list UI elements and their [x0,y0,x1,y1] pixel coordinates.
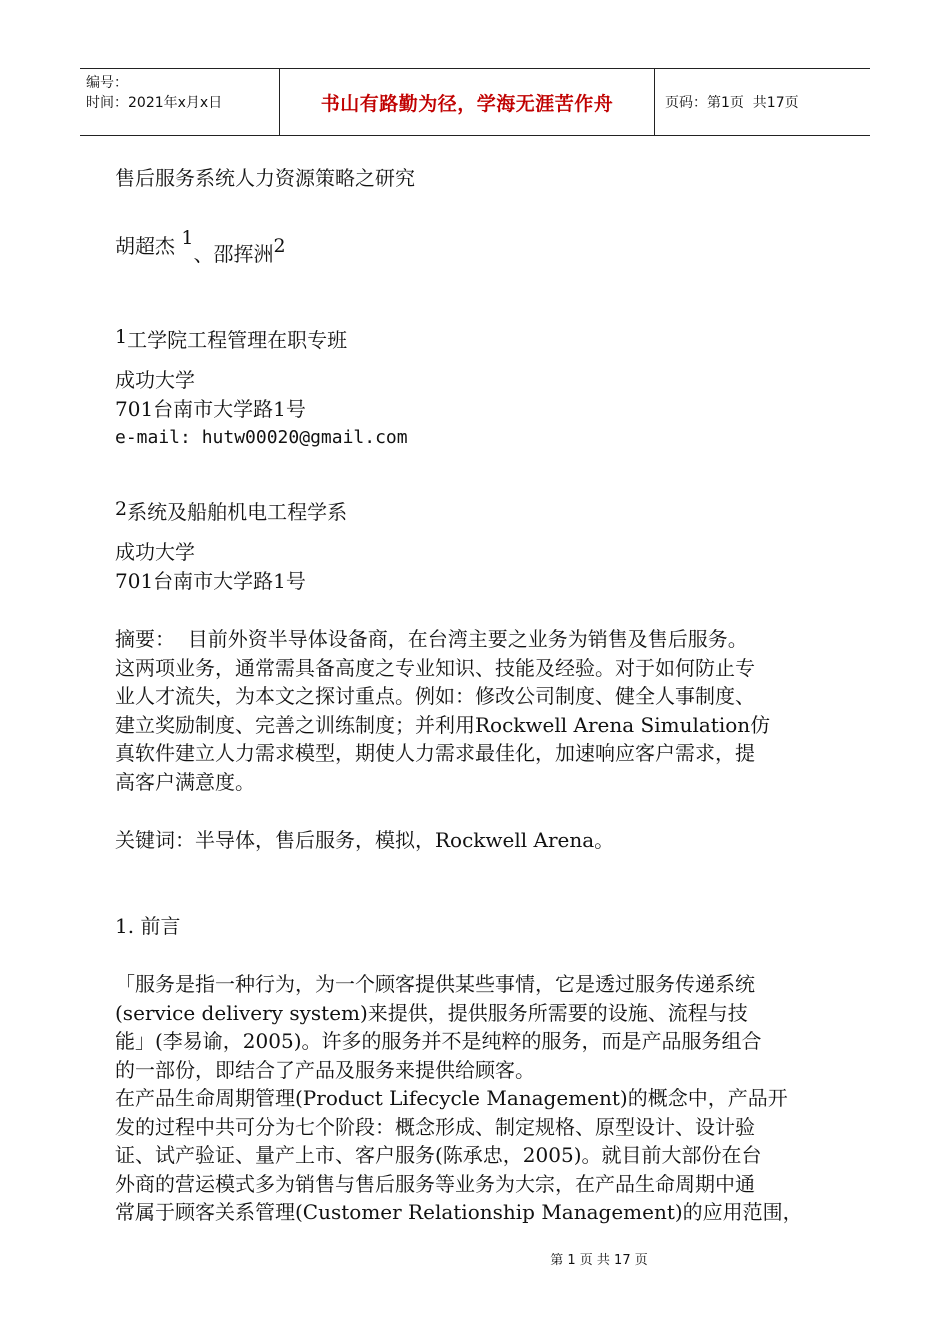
time-label: 时间：2021年x月x日 [86,95,223,111]
abstract-line: 这两项业务，通常需具备高度之专业知识、技能及经验。对于如何防止专 [115,655,755,680]
body-line: 发的过程中共可分为七个阶段：概念形成、制定规格、原型设计、设计验 [115,1114,755,1139]
affiliation-1-superscript: 1 [115,326,128,348]
abstract [115,625,835,796]
affiliation-2-address: 701台南市大学路1号 [115,569,306,593]
body-line: 证、试产验证、量产上市、客户服务(陈承忠，2005)。就目前大部份在台 [115,1143,762,1167]
author-separator: 、 [193,242,214,266]
header-meta-cell [80,69,280,135]
document-header [80,68,870,136]
header-motto: 书山有路勤为径，学海无涯苦作舟 [280,69,655,135]
affiliation-2-dept [115,498,347,527]
abstract-line: 高客户满意度。 [115,769,255,794]
paper-title: 售后服务系统人力资源策略之研究 [115,166,415,190]
body-line: 的一部份，即结合了产品及服务来提供给顾客。 [115,1057,535,1082]
author-1-superscript: 1 [181,227,194,249]
author-1: 胡超杰 [115,234,175,258]
body-line: (service delivery system)来提供，提供服务所需要的设施、流程与技 [115,1000,748,1025]
affiliation-2-university: 成功大学 [115,540,195,564]
header-page-info: 页码：第1页 共17页 [665,95,799,111]
affiliation-1-address: 701台南市大学路1号 [115,397,306,421]
abstract-line: 业人才流失，为本文之探讨重点。例如：修改公司制度、健全人事制度、 [115,684,755,708]
affiliation-1-email: e-mail: hutw00020@gmail.com [115,427,408,448]
footer-page-number: 第 1 页 共 17 页 [550,1253,648,1268]
abstract-line: 真软件建立人力需求模型，期使人力需求最佳化，加速响应客户需求，提 [115,741,755,765]
abstract-line: 建立奖励制度、完善之训练制度；并利用Rockwell Arena Simulation仿 [115,712,771,737]
affiliation-2-superscript: 2 [115,498,128,520]
author-2-superscript: 2 [273,235,286,257]
affiliation-1-university: 成功大学 [115,368,195,392]
abstract-line: 摘要： 目前外资半导体设备商，在台湾主要之业务为销售及售后服务。 [115,627,748,651]
body-text [115,970,835,1227]
author-2: 邵挥洲 [213,242,274,266]
keywords: 关键词：半导体，售后服务，模拟，Rockwell Arena。 [115,828,615,852]
affiliation-2-dept-text: 系统及船舶机电工程学系 [127,500,348,524]
body-line: 外商的营运模式多为销售与售后服务等业务为大宗，在产品生命周期中通 [115,1171,755,1196]
body-line: 能」(李易谕，2005)。许多的服务并不是纯粹的服务，而是产品服务组合 [115,1029,762,1053]
body-line: 常属于顾客关系管理(Customer Relationship Management)的应用范围， [115,1200,803,1224]
affiliation-1-dept [115,326,347,355]
affiliation-1-dept-text: 工学院工程管理在职专班 [127,328,348,352]
body-line: 「服务是指一种行为，为一个顾客提供某些事情，它是透过服务传递系统 [115,972,755,996]
number-label: 编号： [86,75,128,91]
section-heading: 1. 前言 [115,914,181,938]
page-footer [0,1249,950,1268]
author-line [115,227,286,266]
body-line: 在产品生命周期管理(Product Lifecycle Management)的概念中，产品开 [115,1086,788,1110]
